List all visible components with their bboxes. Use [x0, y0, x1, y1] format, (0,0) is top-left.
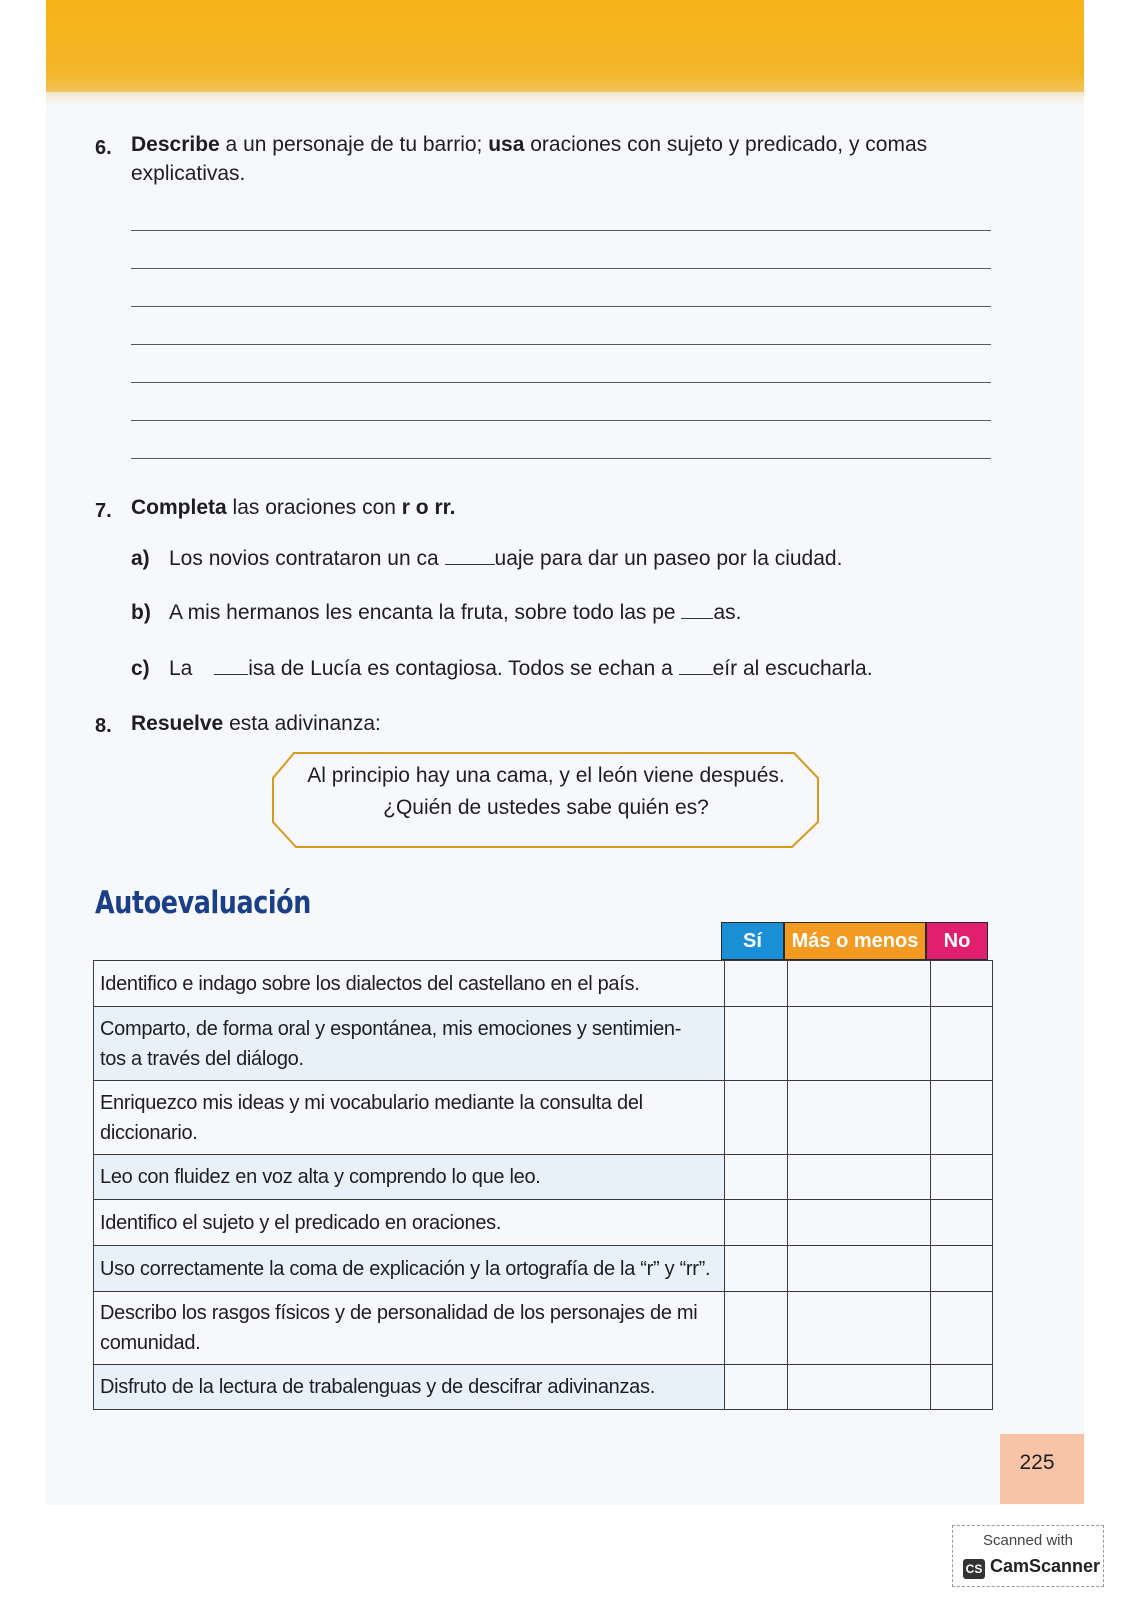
check-cell-si[interactable] [724, 1292, 787, 1365]
criterion-cell: Disfruto de la lectura de trabalenguas y de descifrar adivinanzas. [94, 1365, 725, 1410]
check-cell-mas-o-menos[interactable] [788, 1081, 931, 1155]
column-header-no: No [926, 922, 988, 960]
criterion-cell: Identifico el sujeto y el predicado en oraciones. [94, 1200, 725, 1246]
writing-line[interactable] [131, 268, 991, 269]
check-cell-no[interactable] [930, 1246, 992, 1292]
question-verb: Describe [131, 133, 220, 156]
page-number: 225 [1019, 1451, 1055, 1474]
check-cell-mas-o-menos[interactable] [788, 1246, 931, 1292]
fill-blank[interactable] [214, 656, 248, 675]
check-cell-no[interactable] [930, 1200, 992, 1246]
writing-line[interactable] [131, 382, 991, 383]
writing-line[interactable] [131, 230, 991, 231]
criterion-cell: Comparto, de forma oral y espontánea, mis emociones y sentimien- tos a través del diálogo. [94, 1007, 725, 1081]
question-number: 7. [95, 500, 112, 522]
writing-line[interactable] [131, 306, 991, 307]
check-cell-no[interactable] [930, 1365, 992, 1410]
table-row [94, 1155, 993, 1200]
writing-line[interactable] [131, 458, 991, 459]
question-number: 6. [95, 137, 112, 159]
check-cell-si[interactable] [724, 1081, 787, 1155]
riddle-line-2: ¿Quién de ustedes sabe quién es? [383, 796, 709, 819]
column-header-mas-o-menos: Más o menos [784, 922, 926, 960]
question-number: 8. [95, 715, 112, 737]
check-cell-mas-o-menos[interactable] [788, 961, 931, 1007]
criterion-cell: Leo con fluidez en voz alta y comprendo lo que leo. [94, 1155, 725, 1200]
table-row [94, 1246, 993, 1292]
table-row [94, 1007, 993, 1081]
criterion-cell: Enriquezco mis ideas y mi vocabulario mediante la consulta del diccionario. [94, 1081, 725, 1155]
check-cell-si[interactable] [724, 1007, 787, 1081]
check-cell-si[interactable] [724, 1155, 787, 1200]
check-cell-si[interactable] [724, 1200, 787, 1246]
check-cell-no[interactable] [930, 961, 992, 1007]
riddle-box [272, 752, 820, 848]
writing-line[interactable] [131, 344, 991, 345]
check-cell-no[interactable] [930, 1007, 992, 1081]
table-row [94, 1200, 993, 1246]
top-color-band [46, 0, 1084, 92]
table-row [94, 1081, 993, 1155]
check-cell-no[interactable] [930, 1292, 992, 1365]
camscanner-logo-icon: CS [963, 1559, 985, 1579]
fill-blank[interactable] [445, 546, 495, 565]
camscanner-watermark: Scanned with CS CamScanner [952, 1525, 1104, 1587]
table-row [94, 961, 993, 1007]
column-header-si: Sí [721, 922, 784, 960]
riddle-line-1: Al principio hay una cama, y el león viene después. [307, 764, 785, 787]
writing-line[interactable] [131, 420, 991, 421]
fill-blank[interactable] [679, 656, 713, 675]
check-cell-si[interactable] [724, 1246, 787, 1292]
fill-blank[interactable] [681, 600, 713, 619]
exercise-item-c: c) La isa de Lucía es contagiosa. Todos se echan a eír al escucharla. [131, 657, 873, 680]
section-title: Autoevaluación [95, 885, 311, 921]
check-cell-no[interactable] [930, 1081, 992, 1155]
page-number-tab [1000, 1434, 1084, 1504]
criterion-cell: Identifico e indago sobre los dialectos del castellano en el país. [94, 961, 725, 1007]
self-assessment-table [93, 960, 993, 1410]
check-cell-mas-o-menos[interactable] [788, 1007, 931, 1081]
check-cell-si[interactable] [724, 961, 787, 1007]
check-cell-si[interactable] [724, 1365, 787, 1410]
exercise-item-b: b) A mis hermanos les encanta la fruta, sobre todo las pe as. [131, 601, 742, 624]
exercise-item-a: a) Los novios contrataron un ca uaje para dar un paseo por la ciudad. [131, 547, 843, 570]
criterion-cell: Uso correctamente la coma de explicación y la ortografía de la “r” y “rr”. [94, 1246, 725, 1292]
check-cell-no[interactable] [930, 1155, 992, 1200]
check-cell-mas-o-menos[interactable] [788, 1292, 931, 1365]
table-row [94, 1292, 993, 1365]
check-cell-mas-o-menos[interactable] [788, 1365, 931, 1410]
check-cell-mas-o-menos[interactable] [788, 1200, 931, 1246]
table-row [94, 1365, 993, 1410]
check-cell-mas-o-menos[interactable] [788, 1155, 931, 1200]
criterion-cell: Describo los rasgos físicos y de personalidad de los personajes de mi comunidad. [94, 1292, 725, 1365]
